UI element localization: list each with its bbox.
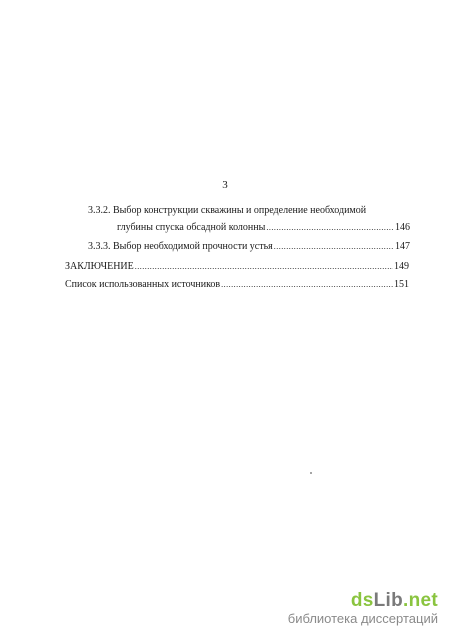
toc-entry-332-line1: 3.3.2. Выбор конструкции скважины и определение необходимой — [88, 205, 367, 216]
toc-leader-dots — [274, 241, 394, 253]
toc-entry-332-title: глубины спуска обсадной колонны — [117, 222, 266, 233]
toc-entry-333-title: 3.3.3. Выбор необходимой прочности устья — [88, 241, 273, 252]
toc-entry-conclusion — [65, 261, 409, 273]
toc-entry-332-line2 — [117, 222, 410, 234]
toc-entry-references — [65, 279, 409, 291]
toc-entry-333 — [88, 241, 410, 253]
toc-leader-dots — [266, 222, 394, 234]
toc-conclusion-page: 149 — [394, 261, 409, 272]
page-number: 3 — [222, 179, 228, 191]
watermark-logo — [288, 591, 438, 611]
watermark-caption: библиотека диссертаций — [287, 611, 438, 626]
toc-references-title: Список использованных источников — [65, 279, 221, 290]
toc-conclusion-title: ЗАКЛЮЧЕНИЕ — [65, 261, 134, 272]
toc-leader-dots — [221, 279, 393, 291]
toc-leader-dots — [135, 261, 393, 273]
watermark — [288, 591, 438, 626]
scan-speck — [310, 472, 312, 474]
toc-references-page: 151 — [394, 279, 409, 290]
toc-entry-333-page: 147 — [395, 241, 410, 252]
watermark-logo-ds: ds — [350, 590, 374, 611]
toc-entry-332-page: 146 — [395, 222, 410, 233]
watermark-logo-lib: Lib — [373, 590, 404, 611]
watermark-logo-net: .net — [403, 590, 438, 611]
